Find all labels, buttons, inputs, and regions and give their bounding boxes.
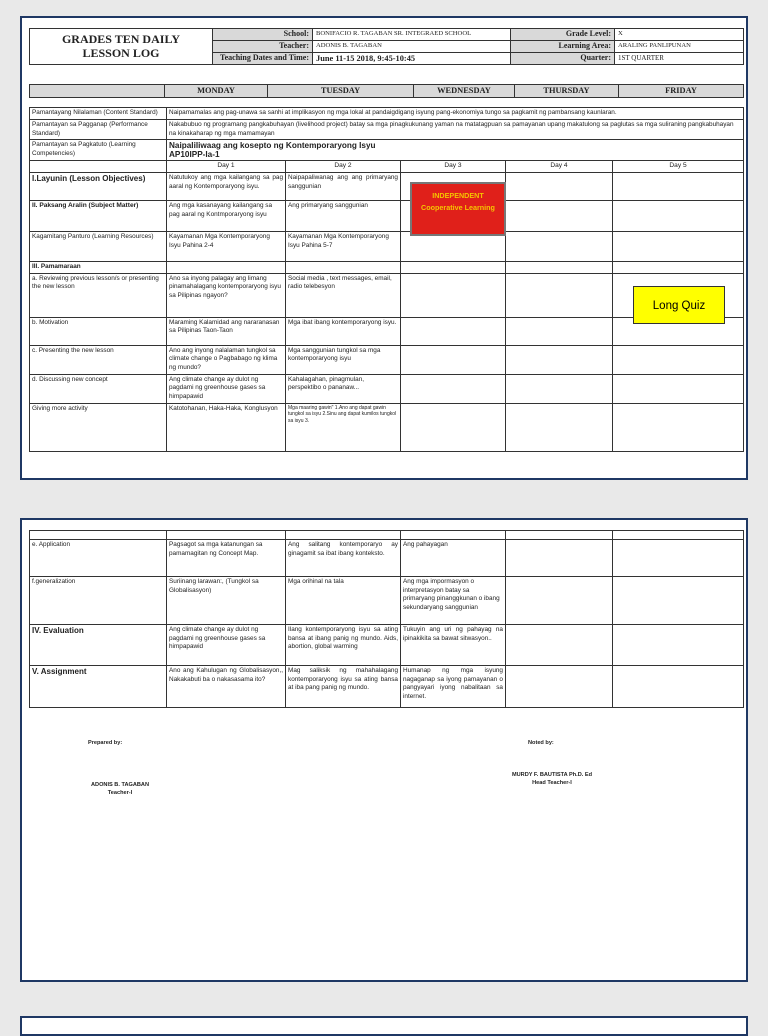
objectives-day5: [613, 173, 744, 201]
learning-resources-day3: [401, 232, 506, 262]
assignment-day1: Ano ang Kahulugan ng Globalisasyon,, Nakakabuti ba o nakasasama ito?: [167, 666, 286, 708]
subject-matter-day1: Ang mga kasanayang kailangang sa pag aaral ng Kontmporaryong isyu: [167, 201, 286, 232]
lesson-plan-table: [29, 107, 744, 452]
subject-matter-day4: [506, 201, 613, 232]
generalization-day2: Mga orihinal na tala: [286, 577, 401, 625]
reviewing-day2: Social media , text messages, email, radio telebesyon: [286, 273, 401, 317]
learning-area-value: ARALING PANLIPUNAN: [615, 40, 744, 52]
discussing-day1: Ang climate change ay dulot ng pagdami ng greenhouse gases sa himpapawid: [167, 374, 286, 403]
procedure-label: III. Pamamaraan: [30, 262, 167, 274]
application-day3: Ang pahayagan: [401, 540, 506, 577]
learning-area-label: Learning Area:: [511, 40, 615, 52]
presenting-day3: [401, 345, 506, 374]
grade-level-value: X: [615, 29, 744, 41]
procedure-day1: [167, 262, 286, 274]
prepared-by-name: ADONIS B. TAGABAN: [90, 782, 149, 788]
top-row-cell: [401, 531, 506, 540]
reviewing-day3: [401, 273, 506, 317]
teaching-dates-label: Teaching Dates and Time:: [213, 52, 313, 64]
weekday-thursday: THURSDAY: [515, 85, 619, 98]
motivation-day3: [401, 317, 506, 345]
learning-resources-day4: [506, 232, 613, 262]
evaluation-day5: [613, 625, 744, 666]
subject-matter-day2: Ang primaryang sanggunian: [286, 201, 401, 232]
application-day2: Ang salitang kontemporaryo ay ginagamit sa ibat ibang konteksto.: [286, 540, 401, 577]
weekday-wednesday: WEDNESDAY: [414, 85, 515, 98]
grade-level-label: Grade Level:: [511, 29, 615, 41]
giving-activity-day2: Mga maaring gawin" 1.Ano ang dapat gawin tungkol sa isyu 2.Sinu ang dapat kumilos tungkol sa isyu 3.: [286, 403, 401, 451]
noted-by-name: MURDY F. BAUTISTA Ph.D. Ed: [511, 772, 593, 778]
top-row-cell: [30, 531, 167, 540]
reviewing-day1: Ano sa inyong palagay ang limang pinamahalagang kontemporaryong isyu sa Pilipinas ngayon?: [167, 273, 286, 317]
reviewing-label: a. Reviewing previous lesson/s or presenting the new lesson: [30, 273, 167, 317]
reviewing-day4: [506, 273, 613, 317]
presenting-label: c. Presenting the new lesson: [30, 345, 167, 374]
giving-activity-label: Giving more activity: [30, 403, 167, 451]
motivation-day1: Maraming Kalamidad ang nararanasan sa Pilipinas Taon-Taon: [167, 317, 286, 345]
header-table: [29, 28, 744, 65]
presenting-day1: Ano ang inyong nalalaman tungkol sa climate change o Pagbabago ng klima ng mundo?: [167, 345, 286, 374]
presenting-day2: Mga sanggunian tungkol sa mga kontemporaryong isyu: [286, 345, 401, 374]
assignment-day2: Mag saliksik ng mahahalagang kontemporaryong isyu sa ating bansa at iba pang panig ng mundo.: [286, 666, 401, 708]
learning-competencies-text: Naipaliliwaag ang kosepto ng Kontemporaryong Isyu AP10IPP-Ia-1: [167, 140, 744, 161]
noted-by-signatory: [492, 772, 612, 788]
weekday-blank: [30, 85, 165, 98]
noted-by-label: Noted by:: [528, 740, 554, 746]
noted-by-title: Head Teacher-I: [532, 779, 572, 786]
procedure-day2: [286, 262, 401, 274]
evaluation-day3: Tukuyin ang uri ng pahayag na ipinakikita sa bawat sitwasyon..: [401, 625, 506, 666]
discussing-label: d. Discussing new concept: [30, 374, 167, 403]
learning-resources-day1: Kayamanan Mga Kontemporaryong Isyu Pahina 2-4: [167, 232, 286, 262]
quarter-label: Quarter:: [511, 52, 615, 64]
objectives-day4: [506, 173, 613, 201]
lesson-log-page-1: [20, 16, 748, 480]
teacher-value: ADONIS B. TAGABAN: [313, 40, 511, 52]
top-row-cell: [506, 531, 613, 540]
day-header-3: Day 3: [401, 161, 506, 173]
weekday-monday: MONDAY: [165, 85, 268, 98]
objectives-label: I.Layunin (Lesson Objectives): [30, 173, 167, 201]
day-header-5: Day 5: [613, 161, 744, 173]
procedure-day3: [401, 262, 506, 274]
giving-activity-day3: [401, 403, 506, 451]
prepared-by-label: Prepared by:: [88, 740, 123, 746]
prepared-by-signatory: [80, 782, 160, 798]
motivation-label: b. Motivation: [30, 317, 167, 345]
motivation-day2: Mga ibat ibang kontemporaryong isyu.: [286, 317, 401, 345]
weekday-friday: FRIDAY: [619, 85, 744, 98]
giving-activity-day1: Katotohanan, Haka-Haka, Konglusyon: [167, 403, 286, 451]
learning-resources-day5: [613, 232, 744, 262]
top-row-cell: [613, 531, 744, 540]
procedure-day4: [506, 262, 613, 274]
assignment-day3: Humanap ng mga isyung nagaganap sa iyong pamayanan o pangyayari iyong nabalitaan sa internet.: [401, 666, 506, 708]
lesson-log-page-3: [20, 1016, 748, 1036]
generalization-label: f.generalization: [30, 577, 167, 625]
discussing-day4: [506, 374, 613, 403]
top-row-cell: [167, 531, 286, 540]
giving-activity-day4: [506, 403, 613, 451]
document-title: GRADES TEN DAILY LESSON LOG: [30, 29, 213, 65]
evaluation-day4: [506, 625, 613, 666]
discussing-day2: Kahalagahan, pinagmulan, perspektibo o pananaw...: [286, 374, 401, 403]
school-label: School:: [213, 29, 313, 41]
application-day4: [506, 540, 613, 577]
assignment-day4: [506, 666, 613, 708]
performance-standard-label: Pamantayan sa Pagganap (Performance Standard): [30, 120, 167, 140]
objectives-day1: Natutukoy ang mga kailangang sa pag aaral ng Kontemporaryong isyu.: [167, 173, 286, 201]
day-header-4: Day 4: [506, 161, 613, 173]
discussing-day5: [613, 374, 744, 403]
presenting-day4: [506, 345, 613, 374]
generalization-day1: Suriinang larawan:, (Tungkol sa Globalisasyon): [167, 577, 286, 625]
objectives-day2: Naipapaliwanag ang ang primaryang sanggunian: [286, 173, 401, 201]
generalization-day4: [506, 577, 613, 625]
independent-learning-banner: INDEPENDENT Cooperative Learning: [410, 182, 506, 236]
day-header-blank: [30, 161, 167, 173]
presenting-day5: [613, 345, 744, 374]
assignment-day5: [613, 666, 744, 708]
teaching-dates-value: June 11-15 2018, 9:45-10:45: [313, 52, 511, 64]
day-header-2: Day 2: [286, 161, 401, 173]
application-label: e. Application: [30, 540, 167, 577]
teacher-label: Teacher:: [213, 40, 313, 52]
procedure-day5: [613, 262, 744, 274]
prepared-by-title: Teacher-I: [107, 789, 133, 796]
giving-activity-day5: [613, 403, 744, 451]
subject-matter-label: II. Paksang Aralin (Subject Matter): [30, 201, 167, 232]
top-row-cell: [286, 531, 401, 540]
application-day1: Pagsagot sa mga katanungan sa pamamagitan ng Concept Map.: [167, 540, 286, 577]
evaluation-label: IV. Evaluation: [30, 625, 167, 666]
lesson-plan-table-continued: [29, 530, 744, 708]
learning-competencies-label: Pamantayan sa Pagkatuto (Learning Competencies): [30, 140, 167, 161]
day-header-1: Day 1: [167, 161, 286, 173]
evaluation-day1: Ang climate change ay dulot ng pagdami ng greenhouse gases sa himpapawid: [167, 625, 286, 666]
long-quiz-banner: Long Quiz: [633, 286, 725, 324]
learning-resources-day2: Kayamanan Mga Kontemporaryong Isyu Pahina 5-7: [286, 232, 401, 262]
content-standard-text: Naipamamalas ang pag-unawa sa sanhi at implikasyon ng mga lokal at pandaigdigang isyung pang-ekonomiya tungo sa pagkamit ng pambansang kaunlaran.: [167, 108, 744, 120]
weekday-tuesday: TUESDAY: [268, 85, 414, 98]
school-value: BONIFACIO R. TAGABAN SR. INTEGRAED SCHOOL: [313, 29, 511, 41]
assignment-label: V. Assignment: [30, 666, 167, 708]
content-standard-label: Pamantayang Nilalaman (Content Standard): [30, 108, 167, 120]
quarter-value: 1ST QUARTER: [615, 52, 744, 64]
weekday-row: [29, 84, 744, 98]
performance-standard-text: Nakabubuo ng programang pangkabuhayan (livelihood project) batay sa mga pinagkukunang yaman na matatagpuan sa pamayanan upang makatulong sa paglutas sa mga suliraning pangkabuhayan na kinakaharap ng mga mamamayan: [167, 120, 744, 140]
generalization-day5: [613, 577, 744, 625]
lesson-log-page-2: [20, 518, 748, 982]
evaluation-day2: Ilang kontemporaryong isyu sa ating bansa at ibang panig ng mundo. Aids, abortion, global warming: [286, 625, 401, 666]
application-day5: [613, 540, 744, 577]
generalization-day3: Ang mga impormasyon o interpretasyon batay sa primaryang pinanggkunan o ibang sekundaryang sanggunian: [401, 577, 506, 625]
learning-resources-label: Kagamitang Panturo (Learning Resources): [30, 232, 167, 262]
discussing-day3: [401, 374, 506, 403]
subject-matter-day5: [613, 201, 744, 232]
motivation-day4: [506, 317, 613, 345]
